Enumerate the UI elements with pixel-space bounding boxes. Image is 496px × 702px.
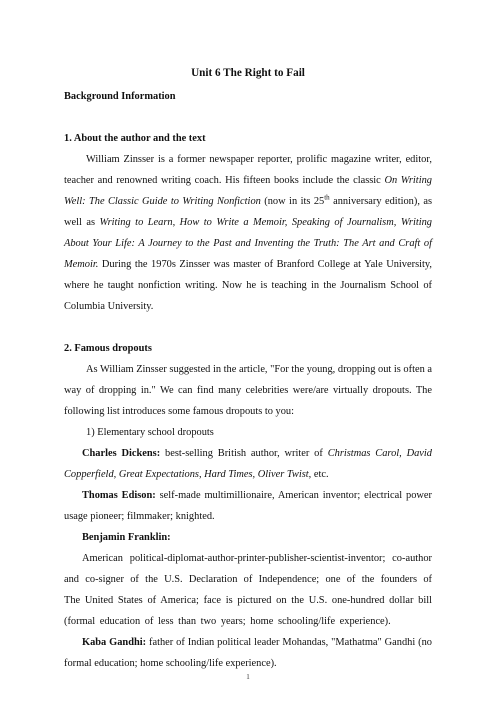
edison-entry	[64, 485, 432, 527]
section1-text-c: anniversary edition), as well as	[64, 196, 432, 228]
section1-text-b: (now in its 25	[260, 196, 325, 207]
edison-name: Thomas Edison:	[82, 490, 156, 501]
section1-paragraph	[64, 149, 432, 317]
section1-heading: 1. About the author and the text	[64, 133, 206, 144]
franklin-text: American political-diplomat-author-printer-publisher-scientist-inventor; co-author and co-signer of the U.S. Declaration of Independence; one of the founders of The United States of America; face is pictured on the U.S. one-hundred dollar bill (formal education of less than two years; home schooling/life experience).	[64, 553, 432, 627]
document-page	[64, 62, 432, 674]
section2-heading: 2. Famous dropouts	[64, 343, 152, 354]
dickens-text-b: etc.	[311, 469, 329, 480]
document-title: Unit 6 The Right to Fail	[191, 67, 305, 79]
section2-intro: As William Zinsser suggested in the article, "For the young, dropping out is often a way of dropping in." We can find many celebrities were/are virtually dropouts. The following list introduces some famous dropouts to you:	[64, 364, 432, 417]
page-number: 1	[246, 673, 250, 681]
dickens-name: Charles Dickens:	[82, 448, 161, 459]
gandhi-text: father of Indian political leader Mohandas, "Mathatma" Gandhi (no formal education; home schooling/life experience).	[64, 637, 433, 669]
dickens-books: Christmas Carol, David Copperfield, Great Expectations, Hard Times, Oliver Twist,	[64, 448, 433, 480]
spacer	[64, 107, 432, 128]
edison-text: self-made multimillionaire, American inventor; electrical power usage pioneer; filmmaker; knighted.	[64, 490, 432, 522]
section1-text-a: William Zinsser is a former newspaper reporter, prolific magazine writer, editor, teacher and renowned writing coach. His fifteen books include the classic	[64, 154, 432, 186]
spacer	[64, 317, 432, 338]
franklin-name: Benjamin Franklin:	[82, 532, 171, 543]
dickens-text-a: best-selling British author, writer of	[160, 448, 328, 459]
gandhi-name: Kaba Gandhi:	[82, 637, 147, 648]
section1-text-d: During the 1970s Zinsser was master of Branford College at Yale University, where he taught nonfiction writing. Now he is teaching in the Journalism School of Columbia University.	[64, 259, 432, 312]
section1-sup: th	[324, 193, 330, 202]
gandhi-entry	[64, 632, 432, 674]
background-heading: Background Information	[64, 91, 176, 102]
elementary-dropouts-heading: 1) Elementary school dropouts	[86, 427, 214, 438]
dickens-entry	[64, 443, 432, 485]
section1-book2: Writing to Learn, How to Write a Memoir, Speaking of Journalism, Writing About Your Life: A Journey to the Past and Inventing the Truth: The Art and Craft of Memoir.	[64, 217, 432, 270]
section1-book1: On Writing Well: The Classic Guide to Writing Nonfiction	[64, 175, 432, 207]
